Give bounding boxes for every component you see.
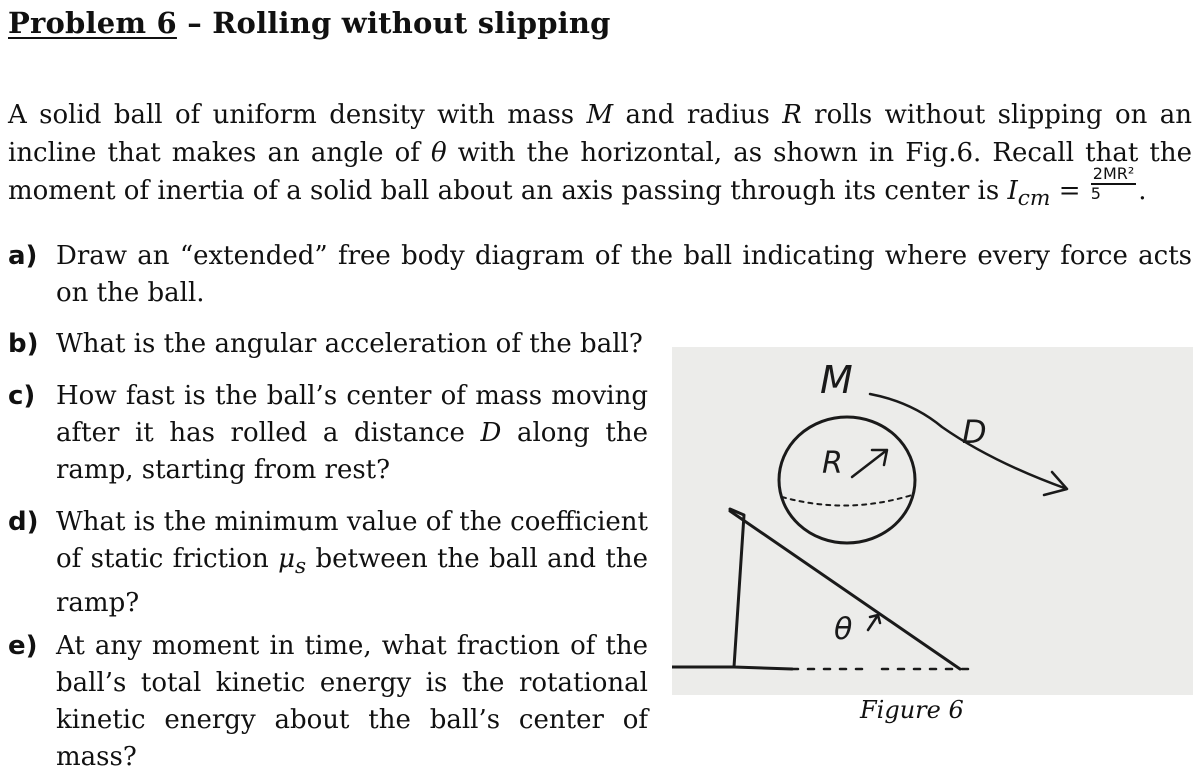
figure-sketch: [672, 347, 1193, 695]
question-e-text: At any moment in time, what fraction of the ball’s total kinetic energy is the rotational kinetic energy about the ball’s center of mass?: [56, 631, 648, 772]
question-c-text: [56, 378, 648, 489]
question-e: [8, 628, 648, 776]
fraction-denominator: 5: [1090, 184, 1101, 203]
var-theta: θ: [430, 138, 447, 168]
question-d-text: [56, 504, 648, 622]
ball-circle: [779, 417, 915, 543]
question-b-label: b): [8, 329, 39, 359]
question-a-label: a): [8, 241, 38, 271]
mu-subscript: s: [294, 554, 307, 580]
inertia-symbol: I: [1007, 176, 1018, 206]
problem-title: [8, 6, 611, 40]
question-d: [8, 504, 648, 622]
label-R: R: [822, 446, 843, 481]
intro-text-2: and radius: [613, 100, 783, 130]
ball-equator: [782, 495, 912, 506]
figure-photo: [672, 347, 1193, 695]
question-c-text-2: along the ramp, starting from rest?: [56, 418, 648, 485]
intro-text-3: rolls without slipping on an incline that makes an angle of: [8, 100, 1192, 168]
figure-caption: Figure 6: [860, 696, 964, 724]
inertia-fraction: [1091, 165, 1137, 203]
question-c-text-1: How fast is the ball’s center of mass moving after it has rolled a distance: [56, 381, 648, 448]
question-d-label: d): [8, 507, 39, 537]
question-c: [8, 378, 648, 489]
question-a-text: Draw an “extended” free body diagram of the ball indicating where every force acts on the ball.: [56, 241, 1192, 308]
mu-symbol: μ: [278, 544, 295, 574]
inertia-subscript: cm: [1017, 186, 1051, 212]
var-mu-s: [278, 544, 307, 580]
radius-arrow: [852, 450, 887, 477]
label-M: M: [820, 358, 853, 402]
problem-name: Rolling without slipping: [212, 6, 611, 40]
label-D: D: [962, 413, 987, 451]
intro-period: .: [1138, 176, 1147, 206]
label-theta: θ: [834, 612, 853, 647]
question-e-label: e): [8, 631, 38, 661]
title-dash: –: [176, 6, 213, 40]
intro-text-4: with the horizontal, as shown in Fig.6. Recall that the moment of inertia of a solid ball about an axis passing through its center is: [8, 138, 1192, 206]
var-inertia: [1007, 176, 1051, 212]
fraction-numerator: 2MR²: [1092, 164, 1135, 183]
var-mass: M: [586, 100, 614, 130]
theta-arrow: [868, 615, 880, 630]
question-b-text: What is the angular acceleration of the ball?: [56, 329, 643, 359]
intro-text-1: A solid ball of uniform density with mass: [8, 100, 587, 130]
problem-intro: [8, 96, 1192, 218]
question-d-text-2: between the ball and the ramp?: [56, 544, 648, 619]
var-distance: D: [480, 418, 502, 448]
equals-sign: =: [1050, 176, 1089, 206]
question-d-text-1: What is the minimum value of the coefficient of static friction: [56, 507, 648, 574]
problem-number: Problem 6: [8, 6, 177, 40]
question-a: [8, 238, 1192, 312]
question-c-label: c): [8, 381, 36, 411]
var-radius: R: [782, 100, 802, 130]
question-b: [8, 326, 648, 363]
